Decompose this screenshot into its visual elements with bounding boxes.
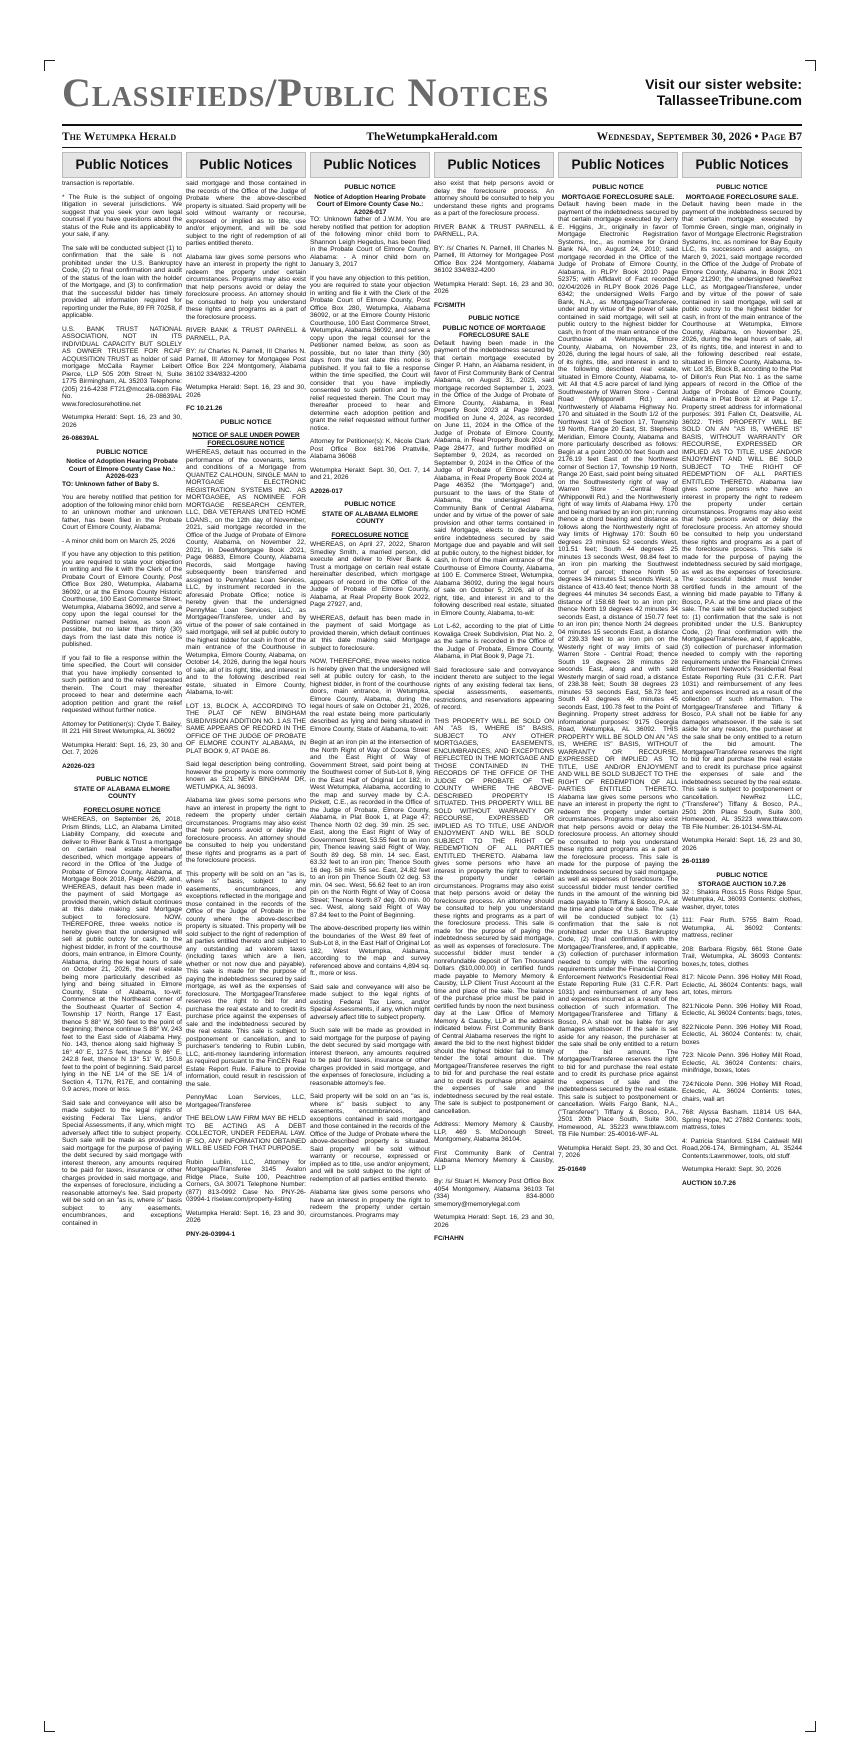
notice-paragraph: * The Rule is the subject of ongoing litigation in several jurisdictions. We suggest that you seek your own legal counsel if you have questions about the status of the Rule and its applicability to your sale, if any. — [62, 193, 182, 238]
notice-column-6 — [682, 152, 802, 1722]
notice-paragraph: BY: /s/ Charles N. Parnell, III Charles N. Parnell, III Attorney for Mortgagee Post Office Box 224 Montgomery, Alabama 36102 334/832-4200 — [186, 348, 306, 378]
notice-paragraph: By: /s/ Stuart H. Memory Post Office Box 4054 Montgomery, Alabama 36103 Tel (334) 834-8000 smemory@memorylegal.com — [434, 1178, 554, 1208]
notice-paragraph: LOT 13, BLOCK A, ACCORDING TO THE PLAT OF NEW BINGHAM SUBDIVISION ADDITION NO. 1 AS THE SAME APPEARS OF RECORD IN THE OFFICE OF THE JUDGE OF PROBATE OF ELMORE COUNTY ALABAMA, IN PLAT BOOK 9, AT PAGE 86. — [186, 702, 306, 755]
notice-paragraph: Said legal description being controlling, however the property is more commonly known as 521 NEW BINGHAM DR, WETUMPKA, AL 36093. — [186, 761, 306, 791]
notice-paragraph: 817: Nicole Penn. 396 Holley Mill Road, Eclectic, AL 36024 Contents: bags, wall art, totes, mirrors — [682, 974, 802, 996]
newspaper-name: The Wetumpka Herald — [62, 131, 177, 143]
notice-paragraph: If you have any objection to this petition, you are required to state your objection in writing and file it with the Clerk of the Probate Court of Elmore County, Post Office Box 280, Wetumpka, Alabama 36092, or at the Elmore County Historic Courthouse, 100 East Commerce Street, Wetumpka, Alabama 36092, and serve a copy upon the legal counsel for the Petitioner named below, as soon as possible, but no later than thirty (30) days from the last date this notice is published. If you fail to file a response within the time specified, the Court will consider that you have impliedly consented to such petition and to the relief requested therein. The Court may thereafter proceed to hear and determine each adoption petition and grant the relief requested without further notice. — [310, 274, 430, 432]
notice-paragraph: NOW, THEREFORE, three weeks notice is hereby given that the undersigned will sell at public outcry for cash, to the highest bidder, in front of the courthouse doors, main entrance, in Wetumpka, Elmore County, Alabama, during the legal hours of sale on October 21, 2026, the real estate being more particularly described as lying and being situated in Elmore County, State of Alabama, to-wit: — [310, 658, 430, 733]
notice-paragraph: Default having been made in the payment of the indebtedness secured by that certain mortgage executed by Tommie Green, single man, originally in favor of Mortgage Electronic Registration Systems, Inc. as nominee for Bay Equity LLC, its successors and assigns, on March 9, 2021, said mortgage recorded in the Office of the Judge of Probate of Elmore County, Alabama, in Book 2021 Page 21290; the undersigned NewRez LLC, as Mortgagee/Transferee, under and by virtue of the power of sale contained in said mortgage, will sell at public outcry to the highest bidder for cash, in front of the main entrance of the Courthouse at Wetumpka, Elmore County, Alabama, on November 25, 2026, during the legal hours of sale, all of its rights, title, and interest in and to the following described real estate, situated in Elmore County, Alabama, to-wit: Lot 35, Block B, according to the Plat of Dillon's Run Plat No. 1 as the same appears of record in the Office of the Judge of Probate of Elmore County, Alabama in Plat Book 12 at Page 17.. Property street address for informational purposes: 391 Fallen Ct, Deatsville, AL 36022. THIS PROPERTY WILL BE SOLD ON AN "AS IS, WHERE IS" BASIS, WITHOUT WARRANTY OR RECOURSE, EXPRESSED OR IMPLIED AS TO TITLE, USE AND/OR ENJOYMENT AND WILL BE SOLD SUBJECT TO THE RIGHT OF REDEMPTION OF ALL PARTIES ENTITLED THERETO. Alabama law gives some persons who have an interest in property the right to redeem the property under certain circumstances. Programs may also exist that help persons avoid or delay the foreclosure process. An attorney should be consulted to help you understand these rights and programs as a part of the foreclosure process. This sale is made for the purpose of paying the indebtedness secured by said mortgage, as well as the expenses of foreclosure. The successful bidder must tender certified funds in the amount of the winning bid made payable to Tiffany & Bosco, P.A. at the time and place of the sale. The sale will be conducted subject to: (1) confirmation that the sale is not prohibited under the U.S. Bankruptcy Code, (2) final confirmation with the Mortgagee/Transferee, and, if applicable, (3) collection of purchaser information needed to comply with the reporting requirements under the Financial Crimes Enforcement Network's Residential Real Estate Reporting Rule (31 C.F.R. Part 1031) and reimbursement of any fees and expenses incurred as a result of the collection of such information. The Mortgagee/Transferee and Tiffany & Bosco, P.A shall not be liable for any damages whatsoever. If the sale is set aside for any reason, the purchaser at the sale shall be only entitled to a return of the bid amount. The Mortgagee/Transferee reserves the right to bid for and purchase the real estate and to credit its purchase price against the expenses of sale and the indebtedness secured by the real estate. This sale is subject to postponement or cancellation. NewRez LLC, ("Transferee") Tiffany & Bosco, P.A., 2501 20th Place South, Suite 300, Homewood, AL 35223 www.tblaw.com TB File Number: 26-10134-SM-AL — [682, 201, 802, 831]
notice-paragraph: THIS PROPERTY WILL BE SOLD ON AN "AS IS, WHERE IS" BASIS, SUBJECT TO ANY OTHER MORTGAGES, EASEMENTS, ENCUMBRANCES, AND EXCEPTIONS REFLECTED IN THE MORTGAGE AND THOSE CONTAINED IN THE RECORDS OF THE OFFICE OF THE JUDGE OF PROBATE OF THE COUNTY WHERE THE ABOVE-DESCRIBED PROPERTY IS SITUATED. THIS PROPERTY WILL BE SOLD WITHOUT WARRANTY OR RECOURSE, EXPRESSED OR IMPLIED AS TO TITLE, USE AND/OR ENJOYMENT AND WILL BE SOLD SUBJECT TO THE RIGHT OF REDEMPTION OF ALL PARTIES ENTITLED THERETO. Alabama law gives some persons who have an interest in property the right to redeem the property under certain circumstances. Programs may also exist that help persons avoid or delay the foreclosure process. An attorney should be consulted to help you understand these rights and programs as a part of the foreclosure process. This sale is made for the purpose of paying the indebtedness secured by said mortgage, as well as expenses of foreclosure. The successful bidder must tender a nonrefundable deposit of Ten Thousand Dollars ($10,000.00) in certified funds made payable to Memory Memory & Causby, LLP Client Trust Account at the time and place of the sale. The balance of the purchase price must be paid in certified funds by noon the next business day at the Law Office of Memory Memory & Causby, LLP at the address indicated below. First Community Bank of Central Alabama reserves the right to award the bid to the next highest bidder should the highest bidder fail to timely tender the total amount due. The Mortgagee/Transferee reserves the right to bid for and purchase the real estate and to credit its purchase price against the expenses of sale and the indebtedness secured by the real estate. The sale is subject to postponement or cancellation. — [434, 717, 554, 1115]
notice-paragraph: 111: Fear Ruth. 5755 Balm Road, Wetumpka, AL 36092 Contents: mattress, recliner — [682, 917, 802, 939]
notice-column-5 — [558, 152, 678, 1722]
notice-paragraph: BY: /s/ Charles N. Parnell, III Charles N. Parnell, III Attorney for Mortgagee Post Office Box 224 Montgomery, Alabama 36102 334/832-4200 — [434, 244, 554, 274]
crop-mark-bottom-right — [805, 1721, 816, 1732]
notice-paragraph: Attorney for Petitioner(s): Clyde T. Bailey, III 221 Hill Street Wetumpka, AL 36092 — [62, 720, 182, 735]
notice-title: STATE OF ALABAMA ELMORE COUNTY — [321, 510, 419, 525]
notice-paragraph: The sale will be conducted subject (1) to confirmation that the sale is not prohibited under the U.S. Bankruptcy Code, (2) to final confirmation and audit of the status of the loan with the holder of the Mortgage, and (3) to confirmation that the successful bidder has timely provided all information required for reporting under the Rule, 89 FR 70258, if applicable. — [62, 244, 182, 319]
notice-paragraph: U.S. BANK TRUST NATIONAL ASSOCIATION, NOT IN ITS INDIVIDUAL CAPACITY BUT SOLELY AS OWNER TRUSTEE FOR RCAF ACQUISITION TRUST as holder of said mortgage McCalla Raymer Leibert Pierce, LLP 505 20th Street N, Suite 1775 Birmingham, AL 35203 Telephone: (205) 216-4238 FT21@mccalla.com File No. 26-08639AL www.foreclosurehotline.net — [62, 325, 182, 408]
notice-heading: PUBLIC NOTICE — [344, 184, 396, 191]
notice-heading: PUBLIC NOTICE — [344, 501, 396, 508]
sister-site-promo — [645, 76, 802, 108]
notice-paragraph: WHEREAS, on September 26, 2018, Prism Blinds, LLC, an Alabama Limited Liability Company, did execute and deliver to River Bank & Trust a mortgage on certain real estate hereinafter described, which mortgage appears of record in the Office of the Judge of Probate of Elmore County, Alabama, at Mortgage Book 2018, Page 46299, and, WHEREAS, default has been made in the payment of said Mortgage as provided therein, which default continues at this date making said Mortgage subject to foreclosure. NOW, THEREFORE, three weeks notice is hereby given that the undersigned will sell at public outcry for cash, to the highest bidder, in front of the courthouse doors, main entrance, in Elmore County, Alabama, during the legal hours of sale on October 21, 2026, the real estate being more particularly described as lying and being situated in Elmore County, State of Alabama, to-wit: Commence at the Northeast corner of the Southeast Quarter of Section 4, Township 17 North, Range 17 East, thence S 88° W, 360 feet to the point of beginning; thence continue S 88° W, 243 feet to the East side of Alabama Hwy. No. 143, thence along said highway S 16° 40' E, 127.5 feet, thence S 86° E, 242.8 feet, thence N 13° 51' W, 150.8 feet to the point of beginning. Said parcel lying in the NE 1/4 of the SE 1/4 of Section 4, T17N, R17E, and containing 0.9 acres, more or less. — [62, 816, 182, 1093]
column-body — [558, 184, 678, 1173]
notice-paragraph: Wetumpka Herald: Sept. 23, 30 and Oct. 7, 2026 — [558, 1144, 678, 1159]
issue-date-page: Wednesday, September 30, 2026 • Page B7 — [596, 131, 802, 143]
column-body — [682, 184, 802, 1187]
notice-title: STATE OF ALABAMA ELMORE COUNTY — [73, 785, 171, 800]
notice-paragraph: Wetumpka Herald: Sept. 16, 23 and 30, 2026 — [186, 1209, 306, 1224]
crop-mark-top-right — [805, 60, 816, 71]
masthead — [62, 72, 802, 122]
column-body — [310, 184, 430, 1219]
notice-paragraph: 768: Alyssa Basham. 11814 US 64A, Spring Hope, NC 27882 Contents: tools, mattress, totes — [682, 1109, 802, 1131]
notice-heading: PUBLIC NOTICE — [468, 315, 520, 322]
folio-rule — [62, 147, 802, 148]
masthead-rule — [62, 124, 802, 126]
notice-title: MORTGAGE FORECLOSURE SALE. — [561, 193, 675, 201]
column-body — [186, 180, 306, 1238]
notice-reference: AUCTION 10.7.26 — [682, 1179, 736, 1187]
notice-paragraph: Such sale will be made as provided in said mortgage for the purpose of paying the debt secured by said mortgage with interest thereon, any amounts required to be paid for taxes, insurance or other charges provided in said mortgage, and the expenses of foreclosure, including a reasonable attorney's fee. — [310, 1027, 430, 1087]
notice-column-4 — [434, 152, 554, 1722]
notice-heading: PUBLIC NOTICE — [592, 184, 644, 191]
column-header: Public Notices — [558, 152, 678, 178]
notice-paragraph: Address: Memory Memory & Causby, LLP, 469 S. McDonough Street, Montgomery, Alabama 36104. — [434, 1121, 554, 1143]
notice-paragraph: 723: Nicole Penn. 396 Holley Mill Road, Eclectic, AL 36024 Contents: chairs, minifridge, boxes, totes — [682, 1052, 802, 1074]
page-title: Classifieds/Public Notices — [62, 70, 550, 115]
notice-reference: FC/HAHN — [434, 1235, 464, 1242]
notice-paragraph: Said foreclosure sale and conveyance incident thereto are subject to the legal rights of any existing federal tax liens, special assessments, easements, restrictions, and reservations appearing of record. — [434, 666, 554, 711]
notice-paragraph: 724:Nicole Penn. 396 Holley Mill Road, Eclectic, AL 36024 Contents: totes, chairs, wall art — [682, 1080, 802, 1103]
notice-paragraph: Wetumpka Herald: Sept. 30, Oct. 7, 14 and 21, 2026 — [310, 466, 430, 481]
notice-column-3 — [310, 152, 430, 1722]
notice-title: MORTGAGE FORECLOSURE SALE. — [685, 193, 799, 201]
notice-paragraph: Lot L-62, according to the plat of Little Kowaliga Creek Subdivision, Plat No. 2, as the same is recorded in the Office of the Judge of Probate, Elmore County, Alabama, in Plat Book 9, Page 71. — [434, 623, 554, 660]
notice-reference: FC/SMITH — [434, 301, 466, 309]
notice-paragraph: WHEREAS, default has been made in the payment of said Mortgage as provided therein, which default continues at this date making said Mortgage subject to foreclosure. — [310, 614, 430, 652]
notice-paragraph: Attorney for Petitioner(s): K. Nicole Clark Post Office Box 681796 Prattville, Alabama 36068 — [310, 438, 430, 460]
notice-paragraph: Default having been made in the payment of the indebtedness secured by that certain mortgage executed by Jerry E. Higgins, Jr., originally in favor of Mortgage Electronic Registration Systems, Inc., as nominee for Grand Bank NA, on August 24, 2010; said mortgage recorded in the Office of the Judge of Probate of Elmore County, Alabama, in RLPY Book 2010 Page 52375; with Affidavit of Fact recorded 02/04/2026 in RLPY Book 2026 Page 6342; the undersigned Wells Fargo Bank, N.A., as Mortgagee/Transferee, under and by virtue of the power of sale contained in said mortgage, will sell at public outcry to the highest bidder for cash, in front of the main entrance of the Courthouse at Wetumpka, Elmore County, Alabama, on November 23, 2026, during the legal hours of sale, all of its rights, title, and interest in and to the following described real estate, situated in Elmore County, Alabama, to-wit: All that 4.5 acre parcel of land lying Southwesterly of Warren Store - Central Road (Whipporwill Rd.) and Northwesterly of Alabama Highway No. 170 and situated in the South 1/2 of the Northwest 1/4 of Section 17, Township 19 North, Range 20 East, St. Stephens Meridian, Elmore County, Alabama and more particularly described as follows: Begin at a point 2000.00 feet South and 2176.19 feet East of the Northwest corner of Section 17, Township 19 North, Range 20 East, said point being situated on the Southwesterly right of way of Warren Store - Central Road (Whipporwill Rd.) and the Northwesterly right of way limits of Alabama Hwy. 170 and being marked by an iron pin; running thence a chord bearing and distance as follows along the Northwesterly right of way limits of Highway 170: South 60 degrees 23 minutes 52 seconds West, 101.51 feet; South 44 degrees 25 minutes 13 seconds West, 98.84 feet to an iron pin marking the Southwest corner of parcel; thence North 50 degrees 34 minutes 51 seconds West, a distance of 413.40 feet; thence North 38 degrees 44 minutes 34 seconds East, a distance of 158.68 feet to an iron pin; thence North 19 degrees 42 minutes 34 seconds East, a distance of 150.77 feet to an iron pin; thence North 24 degrees 04 minutes 15 seconds East, a distance of 239.33 feet to an iron pin on the Westerly right of way limits of said Warren Store - Central Road; thence South 19 degrees 28 minutes 28 seconds East, along and with said Westerly margin of said road, a distance of 238.38 feet; South 38 degrees 23 minutes 53 seconds East, 58.73 feet; South 43 degrees 46 minutes 45 seconds East, 190.78 feet to the Point of Beginning. Property street address for informational purposes: 9175 Georgia Road, Wetumpka, AL 36092. THIS PROPERTY WILL BE SOLD ON AN "AS IS, WHERE IS" BASIS, WITHOUT WARRANTY OR RECOURSE, EXPRESSED OR IMPLIED AS TO TITLE, USE AND/OR ENJOYMENT AND WILL BE SOLD SUBJECT TO THE RIGHT OF REDEMPTION OF ALL PARTIES ENTITLED THERETO. Alabama law gives some persons who have an interest in property the right to redeem the property under certain circumstances. Programs may also exist that help persons avoid or delay the foreclosure process. An attorney should be consulted to help you understand these rights and programs as a part of the foreclosure process. This sale is made for the purpose of paying the indebtedness secured by said mortgage, as well as expenses of foreclosure. The successful bidder must tender certified funds in the amount of the winning bid made payable to Tiffany & Bosco, P.A. at the time and place of the sale. The sale will be conducted subject to: (1) confirmation that the sale is not prohibited under the U.S. Bankruptcy Code, (2) final confirmation with the Mortgagee/Transferee, and, if applicable, (3) collection of purchaser information needed to comply with the reporting requirements under the Financial Crimes Enforcement Network's Residential Real Estate Reporting Rule (31 C.F.R. Part 1031) and reimbursement of any fees and expenses incurred as a result of the collection of such information. The Mortgagee/Transferee and Tiffany & Bosco, P.A shall not be liable for any damages whatsoever. If the sale is set aside for any reason, the purchaser at the sale shall be only entitled to a return of the bid amount. The Mortgagee/Transferee reserves the right to bid for and purchase the real estate and to credit its purchase price against the expenses of sale and the indebtedness secured by the real estate. This sale is subject to postponement or cancellation. Wells Fargo Bank, N.A., ("Transferee") Tiffany & Bosco, P.A., 2501 20th Place South, Suite 300, Homewood, AL 35223 www.tblaw.com TB File Number: 25-40016-WF-AL — [558, 201, 678, 1138]
crop-mark-bottom-left — [44, 1721, 55, 1732]
notice-paragraph: transaction is reportable. — [62, 180, 135, 187]
notice-paragraph: Wetumpka Herald: Sept. 16, 23 and 30, 2026 — [62, 414, 182, 429]
notice-paragraph: Wetumpka Herald: Sept. 16, 23 and 30, 2026 — [434, 1214, 554, 1229]
notice-paragraph: Wetumpka Herald: Sept. 16, 23 and 30, 2026 — [434, 280, 554, 295]
notice-paragraph: THE BELOW LAW FIRM MAY BE HELD TO BE ACTING AS A DEBT COLLECTOR, UNDER FEDERAL LAW. IF SO, ANY INFORMATION OBTAINED WILL BE USED FOR THAT PURPOSE. — [186, 1115, 306, 1152]
notice-paragraph: RIVER BANK & TRUST PARNELL & PARNELL, P.A. — [186, 327, 306, 342]
folio-strip — [62, 128, 802, 146]
notice-paragraph: 821:Nicole Penn. 396 Holley Mill Road, Eclectic, AL 36024 Contents: bags, totes, — [682, 1002, 802, 1017]
notice-paragraph: PennyMac Loan Services, LLC, Mortgagee/Transferee — [186, 1094, 306, 1109]
notice-reference: PNY-26-03994-1 — [186, 1230, 236, 1238]
notice-reference: A2026-023 — [62, 762, 95, 770]
notice-paragraph: 32 : Shakira Ross.15 Ross Ridge Spur, Wetumpka, AL 36093 Contents: clothes, washer, dryer, totes — [682, 888, 802, 911]
notice-heading: PUBLIC NOTICE — [220, 418, 272, 426]
sister-site-link[interactable]: TallasseeTribune.com — [656, 92, 802, 108]
notice-paragraph: - A minor child born on March 25, 2026 — [62, 537, 176, 545]
notice-paragraph: TO: Unknown father of J.W.M. You are hereby notified that petition for adoption of the following minor child born to Shannon Leigh Hegedus, has been filed in the Probate Court of Elmore County, Alabama: - A minor child born on January 3, 2017 — [310, 216, 430, 268]
notice-paragraph: Wetumpka Herald: Sept. 16, 23, 30 and Oct. 7, 2026 — [62, 741, 182, 756]
notice-paragraph: The above-described property lies within the boundaries of the West 89 feet of Sub-Lot 8, in the East Half of Original Lot 182, West Wetumpka, Alabama, according to the map and survey referenced above and contains 4,894 sq. ft., more or less. — [310, 925, 430, 977]
notice-subheading: NOTICE OF SALE UNDER POWER FORECLOSURE NOTICE — [192, 432, 300, 447]
notice-paragraph: Said property will be sold on an "as is, where is" basis subject to any easements, encumbrances, and exceptions contained in said mortgage and those contained in the records of the Office of the Judge of Probate where the above-described property is situated. Said property will be sold without warranty or recourse, expressed or implied as to title, use and/or enjoyment, and will be sold subject to the right of redemption of all parties entitled thereto. — [310, 1093, 430, 1183]
notice-subheading: FORECLOSURE NOTICE — [83, 806, 161, 814]
column-header: Public Notices — [62, 152, 182, 178]
notice-paragraph: 4: Patricia Stanford. 5184 Caldwell Mill Road,206-174, Birmingham, AL 35244 Contents:Lawnmower, tools, old stuff — [682, 1137, 802, 1160]
crop-mark-top-left — [44, 60, 55, 71]
notice-heading: PUBLIC NOTICE — [716, 871, 768, 879]
notice-title: Notice of Adoption Hearing Probate Court of Elmore County Case No.: A2026-017 — [314, 193, 426, 216]
notice-paragraph: This property will be sold on an "as is, where is" basis, subject to any easements, encumbrances, and exceptions reflected in the mortgage and those contained in the records of the Office of the Judge of Probate in the county where the above-described property is situated. This property will be sold subject to the right of redemption of all parties entitled thereto and subject to any outstanding ad valorem taxes (including taxes which are a lien, whether or not now due and payable). This sale is made for the purpose of paying the indebtedness secured by said mortgage, as well as the expenses of foreclosure. The Mortgagee/Transferee reserves the right to bid for and purchase the real estate and to credit its purchase price against the expenses of sale and the indebtedness secured by the real estate. This sale is subject to postponement or cancellation, and to purchaser's tendering to Rubin Lublin, LLC, anti-money laundering information as required pursuant to the FinCEN Real Estate Report Rule. Failure to provide information, could result in rescission of the sale. — [186, 870, 306, 1088]
notice-paragraph: WHEREAS, on April 27, 2022, Sharon Smedley Smith, a married person, did execute and deliver to River Bank & Trust a mortgage on certain real estate hereinafter described, which mortgage appears of record in the Office of the Judge of Probate of Elmore County, Alabama, at Real Property Book 2022, Page 27927, and, — [310, 541, 430, 608]
column-body — [62, 180, 182, 1227]
column-header: Public Notices — [682, 152, 802, 178]
notice-heading: PUBLIC NOTICE — [96, 776, 148, 783]
notice-reference: A2026-017 — [310, 487, 343, 495]
notice-reference: FC 10.21.26 — [186, 405, 223, 412]
notice-column-2 — [186, 152, 306, 1722]
notice-reference: 26-08639AL — [62, 435, 99, 442]
notice-paragraph: Said sale and conveyance will also be made subject to the legal rights of existing Federal Tax Liens, and/or Special Assessments, if any, which might adversely affect title to subject property. Such sale will be made as provided in said mortgage for the purpose of paying the debt secured by said mortgage with interest thereon, any amounts required to be paid for taxes, insurance or other charges provided in said mortgage, and the expenses of foreclosure, including a reasonable attorney's fee. Said property will be sold on an "as is, where is" basis subject to any easements, encumbrances, and exceptions contained in — [62, 1099, 182, 1227]
notice-paragraph: Wetumpka Herald: Sept. 16, 23 and 30, 2026 — [682, 837, 802, 852]
notice-column-1 — [62, 152, 182, 1722]
sister-site-label: Visit our sister website: — [645, 76, 802, 92]
notice-reference: 26-01189 — [682, 858, 710, 865]
notice-paragraph: also exist that help persons avoid or delay the foreclosure process. An attorney should be consulted to help you understand these rights and programs as a part of the foreclosure process. — [434, 180, 554, 217]
notice-paragraph: 208: Barbara Rigsby. 661 Stone Gate Trail, Wetumpka, AL 36093 Contents: boxes,tv, totes, clothes — [682, 945, 802, 968]
notice-paragraph: RIVER BANK & TRUST PARNELL & PARNELL, P.A. — [434, 223, 554, 238]
notice-reference: 25-01649 — [558, 1165, 586, 1173]
notice-paragraph: Alabama law gives some persons who have an interest in property the right to redeem the property under certain circumstances. Programs may — [310, 1189, 430, 1219]
notice-reference: TO: Unknown father of Baby S. — [62, 480, 159, 488]
notice-paragraph: Begin at an iron pin at the intersection of the North Right of Way of Coosa Street and the East Right of Way of Government Street, said point being at the Southwest corner of Sub-Lot 8, lying in the East Half of Original Lot 182, in West Wetumpka, Alabama, according to the map and survey made by C.A. Pickett, C.E., as recorded in the Office of the Judge of Probate, Elmore County, Alabama, in Plat Book 1, at Page 47; Thence North 02 deg. 39 min. 25 sec. East, along the East Right of Way of Government Street, 53.55 feet to an iron pin; Thence leaving said Right of Way, South 89 deg. 58 min. 14 sec. East, 63.32 feet to an iron pin; Thence South 16 deg. 58 min. 55 sec. East, 24.82 feet to an iron pin Thence South 02 deg. 53 min. 04 sec. West, 56.62 feet to an iron pin on the North Right of Way of Coosa Street; Thence North 87 deg. 00 min. 00 sec. West, along said Right of Way 87.84 feet to the Point of Beginning. — [310, 739, 430, 919]
notice-paragraph: Said sale and conveyance will also be made subject to the legal rights of existing Federal Tax Liens, and/or Special Assessments, if any, which might adversely affect title to subject property. — [310, 983, 430, 1021]
notice-heading: PUBLIC NOTICE — [716, 184, 768, 191]
notice-heading: PUBLIC NOTICE — [96, 448, 148, 456]
notice-title: PUBLIC NOTICE OF MORTGAGE FORECLOSURE SALE — [442, 324, 546, 339]
notice-paragraph: If you fail to file a response within the time specified, the Court will consider that you have impliedly consented to such petition and to the relief requested therein. The Court may thereafter proceed to hear and determine each adoption petition and grant the relief requested without further notice. — [62, 654, 182, 714]
newspaper-website[interactable]: TheWetumpkaHerald.com — [366, 131, 498, 143]
notice-paragraph: 822:Nicole Penn. 396 Holley Mill Road, Eclectic, AL 36024 Contents: tv, chair, boxes — [682, 1023, 802, 1046]
column-header: Public Notices — [434, 152, 554, 178]
notice-paragraph: Rubin Lublin, LLC, Attorney for Mortgagee/Transferee 3145 Avalon Ridge Place, Suite 100, Peachtree Corners, GA 30071 Telephone Number: (877) 813-0992 Case No. PNY-26-03994-1 rlselaw.com/property-listing — [186, 1158, 306, 1203]
column-body — [434, 180, 554, 1243]
column-header: Public Notices — [186, 152, 306, 178]
notice-paragraph: You are hereby notified that petition for adoption of the following minor child born to an unknown mother and unknown father, has been filed in the Probate Court of Elmore County, Alabama: — [62, 494, 182, 531]
notice-paragraph: said mortgage and those contained in the records of the Office of the Judge of Probate where the above-described property is situated. Said property will be sold without warranty or recourse, expressed or implied as to title, use and/or enjoyment, and will be sold subject to the right of redemption of all parties entitled thereto. — [186, 180, 306, 247]
notice-paragraph: First Community Bank of Central Alabama Memory Memory & Causby, LLP — [434, 1149, 554, 1172]
notice-title: STORAGE AUCTION 10.7.26 — [698, 881, 786, 888]
notice-paragraph: Default having been made in the payment of the indebtedness secured by that certain mortgage executed by Ginger P. Hahn, an Alabama resident, in favor of First Community Bank of Central Alabama, on August 31, 2023, said mortgage recorded September 1, 2023, in the Office of the Judge of Probate of Elmore County, Alabama, in Real Property Book 2023 at Page 39949, modified on June 4, 2024, as recorded on June 11, 2024 in the Office of the Judge of Probate of Elmore County, Alabama, in Real Property Book 2024 at Page 28477, and further modified on September 9, 2024, as recorded on September 9, 2024 in the Office of the Judge of Probate of Elmore County, Alabama, in Real Property Book 2024 at Page 46352 (the "Mortgage") and, pursuant to the laws of the State of Alabama, the undersigned First Community Bank of Central Alabama, under and by virtue of the power of sale provision and other terms contained in said Mortgage, elects to declare the entire indebtedness secured by said Mortgage due and payable and will sell at public outcry, to the highest bidder, for cash, in front of the main entrance of the Courthouse of Elmore County, Alabama, at 100 E. Commerce Street, Wetumpka, Alabama 36092, during the legal hours of sale on October 5, 2026, all of its right, title, and interest in and to the following described real estate, situated in Elmore County, Alabama, to-wit: — [434, 339, 554, 617]
column-header: Public Notices — [310, 152, 430, 178]
notice-paragraph: Wetumpka Herald: Sept. 16, 23 and 30, 2026 — [186, 384, 306, 399]
notice-paragraph: Alabama law gives some persons who have an interest in property the right to redeem the property under certain circumstances. Programs may also exist that help persons avoid or delay the foreclosure process. An attorney should be consulted to help you understand these rights and programs as a part of the foreclosure process. — [186, 253, 306, 321]
notice-columns — [62, 152, 802, 1722]
notice-title: Notice of Adoption Hearing Probate Court of Elmore County Case No.: A2026-023 — [66, 458, 178, 480]
notice-paragraph: WHEREAS, default has occurred in the performance of the covenants, terms and conditions of a Mortgage from QUANTEZ CALHOUN, SINGLE MAN to MORTGAGE ELECTRONIC REGISTRATION SYSTEMS INC. AS MORTGAGEE, AS NOMINEE FOR MORTGAGE RESEARCH CENTER, LLC, DBA VETERANS UNITED HOME LOANS., on the 12th day of November, 2021, said mortgage recorded in the Office of the Judge of Probate of Elmore County, Alabama, on November 22, 2021, in Deed/Mortgage Book 2021, Page 96883, Elmore County, Alabama Records, said Mortgage having subsequently been transferred and assigned to PennyMac Loan Services, LLC, by instrument recorded in the aforesaid Probate Office; notice is hereby given that the undersigned PennyMac Loan Services, LLC, as Mortgagee/Transferee, under and by virtue of the power of sale contained in said mortgage, will sell at public outcry to the highest bidder for cash in front of the main entrance of the Courthouse in Wetumpka, Elmore County, Alabama, on October 14, 2026, during the legal hours of sale, all of its right, title, and interest in and to the following described real estate, situated in Elmore County, Alabama, to-wit: — [186, 449, 306, 696]
notice-paragraph: If you have any objection to this petition, you are required to state your objection in writing and file it with the Clerk of the Probate Court of Elmore County, Post Office Box 280, Wetumpka, Alabama 36092, or at the Elmore County Historic Courthouse, 100 East Commerce Street, Wetumpka, Alabama 36092, and serve a copy upon the legal counsel for the Petitioner named below, as soon as possible, but no later than thirty (30) days from the last date this notice is published. — [62, 551, 182, 648]
notice-subheading: FORECLOSURE NOTICE — [331, 531, 409, 539]
notice-paragraph: Alabama law gives some persons who have an interest in property the right to redeem the property under certain circumstances. Programs may also exist that help persons avoid or delay the foreclosure process. An attorney should be consulted to help you understand these rights and programs as a part of the foreclosure process. — [186, 797, 306, 864]
notice-paragraph: Wetumpka Herald: Sept. 30, 2026 — [682, 1166, 782, 1173]
